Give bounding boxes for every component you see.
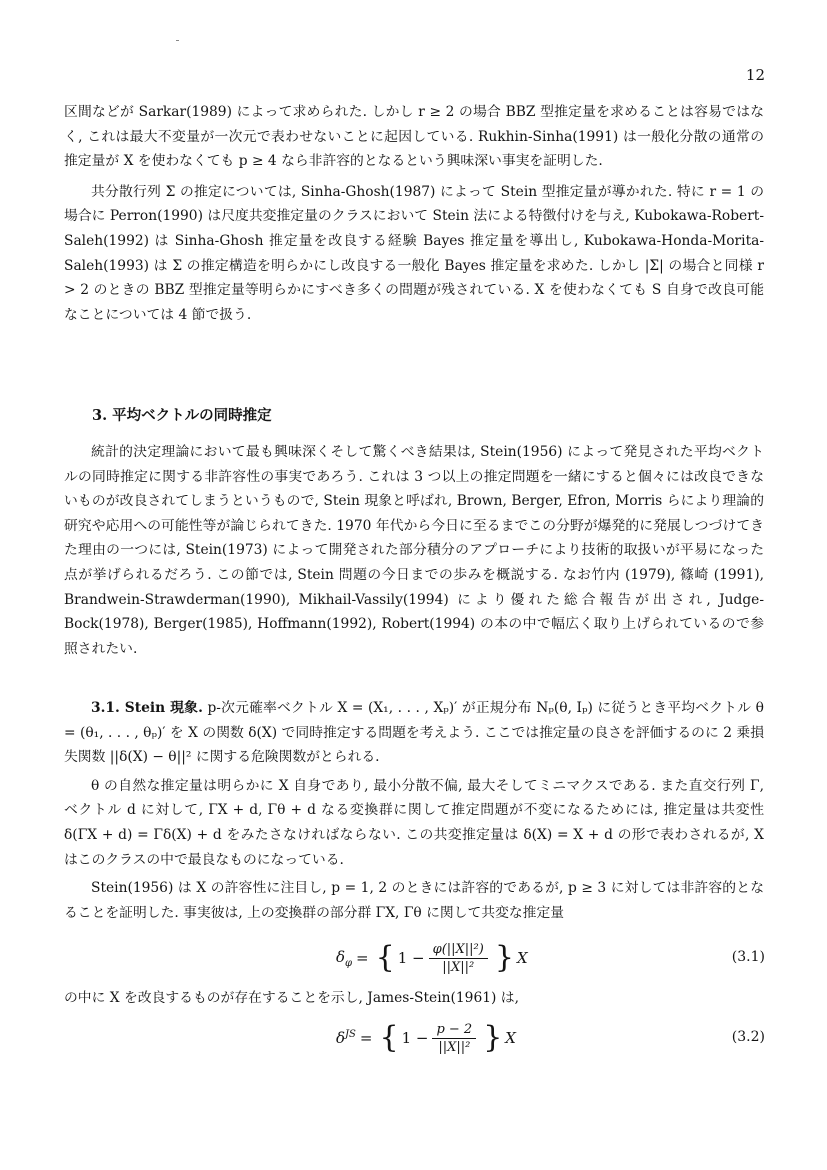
eq-rhs: X	[505, 1029, 516, 1047]
page-number: 12	[745, 66, 765, 84]
subsection-text	[64, 696, 764, 925]
left-brace: {	[375, 940, 395, 975]
between-text: の中に X を改良するものが存在することを示し, James-Stein(1961) は,	[64, 990, 519, 1006]
section-heading: 3. 平均ベクトルの同時推定	[92, 407, 272, 424]
left-brace: {	[379, 1020, 399, 1055]
equation-3-2	[0, 1016, 827, 1060]
intro-text	[64, 100, 764, 327]
section-text	[64, 440, 764, 661]
right-brace: }	[494, 940, 514, 975]
eq-fraction	[429, 942, 488, 975]
eq-numerator: p − 2	[432, 1022, 476, 1039]
eq-lhs: $\delta^{JS}$	[336, 1029, 356, 1047]
subsection-body: p-次元確率ベクトル X = (X₁, . . . , Xₚ)′ が正規分布 Nₚ(θ, Iₚ) に従うとき平均ベクトル θ = (θ₁, . . . , θₚ)′ を X の関数 δ(X) で同時推定する問題を考えよう. ここでは推定量の良さを評価するのに 2 乗損失関数 ||δ(X) − θ||² に関する危険関数がとられる.	[64, 700, 764, 766]
paragraph: Stein(1956) は X の許容性に注目し, p = 1, 2 のときには許容的であるが, p ≥ 3 に対しては非許容的となることを証明した. 事実彼は, 上の変換群の部分群 ΓX, Γθ に関して共変な推定量	[64, 880, 764, 921]
paragraph: 統計的決定理論において最も興味深くそして驚くべき結果は, Stein(1956) によって発見された平均ベクトルの同時推定に関する非許容性の事実であろう. これは 3 つ以上の推定問題を一緒にすると個々には改良できないものが改良されてしまうというもので, Stein 現象と呼ばれ, Brown, Berger, Efron, Morris らにより理論的研究や応用への可能性等が論じられてきた. 1970 年代から今日に至るまでこの分野が爆発的に発展しつづけてきた理由の一つには, Stein(1973) によって開発された部分積分のアプローチにより技術的取扱いが平易になった点が挙げられるだろう. この節では, Stein 問題の今日までの歩みを概説する. なお竹内 (1979), 篠崎 (1991), Brandwein-Strawderman(1990), Mikhail-Vassily(1994) により優れた総合報告が出され, Judge-Bock(1978), Berger(1985), Hoffmann(1992), Robert(1994) の本の中で幅広く取り上げられているので参照されたい.	[64, 444, 764, 657]
eq-one-minus: 1 −	[401, 1029, 429, 1047]
paragraph	[64, 696, 764, 770]
paragraph: 区間などが Sarkar(1989) によって求められた. しかし r ≥ 2 の場合 BBZ 型推定量を求めることは容易ではなく, これは最大不変量が一次元で表わせないことに起因している. Rukhin-Sinha(1991) は一般化分散の通常の推定量が X を使わなくても p ≥ 4 なら非許容的となるという興味深い事実を証明した.	[64, 104, 764, 170]
eq-one-minus: 1 −	[397, 949, 425, 967]
eq-denominator: ||X||²	[438, 1039, 471, 1055]
right-brace: }	[483, 1020, 503, 1055]
equation-number: (3.1)	[731, 949, 765, 965]
eq-fraction	[432, 1022, 476, 1055]
eq-equals: =	[359, 1029, 373, 1047]
equation-3-1	[0, 936, 827, 980]
scan-mark	[176, 40, 179, 41]
paragraph: 共分散行列 Σ の推定については, Sinha-Ghosh(1987) によって Stein 型推定量が導かれた. 特に r = 1 の場合に Perron(1990) は尺度共変推定量のクラスにおいて Stein 法による特徴付けを与え, Kubokawa-Robert-Saleh(1992) は Sinha-Ghosh 推定量を改良する経験 Bayes 推定量を導出し, Kubokawa-Honda-Morita-Saleh(1993) は Σ の推定構造を明らかにし改良する一般化 Bayes 推定量を求めた. しかし |Σ| の場合と同様 r > 2 のときの BBZ 型推定量等明らかにすべき多くの問題が残されている. X を使わなくても S 自身で改良可能なことについては 4 節で扱う.	[64, 183, 764, 323]
paragraph: θ の自然な推定量は明らかに X 自身であり, 最小分散不偏, 最大そしてミニマクスである. また直交行列 Γ, ベクトル d に対して, ΓX + d, Γθ + d なる変換群に関して推定問題が不変になるためには, 推定量は共変性 δ(ΓX + d) = Γδ(X) + d をみたさなければならない. この共変推定量は δ(X) = X + d の形で表わされるが, X はこのクラスの中で最良なものになっている.	[64, 777, 764, 868]
eq-numerator: φ(||X||²)	[429, 942, 488, 959]
eq-denominator: ||X||²	[442, 959, 475, 975]
eq-rhs: X	[516, 949, 528, 967]
eq-lhs: $\delta_\varphi$	[336, 947, 353, 969]
equation-number: (3.2)	[731, 1029, 765, 1045]
eq-equals: =	[356, 949, 369, 967]
subsection-heading: 3.1. Stein 現象.	[91, 700, 203, 716]
